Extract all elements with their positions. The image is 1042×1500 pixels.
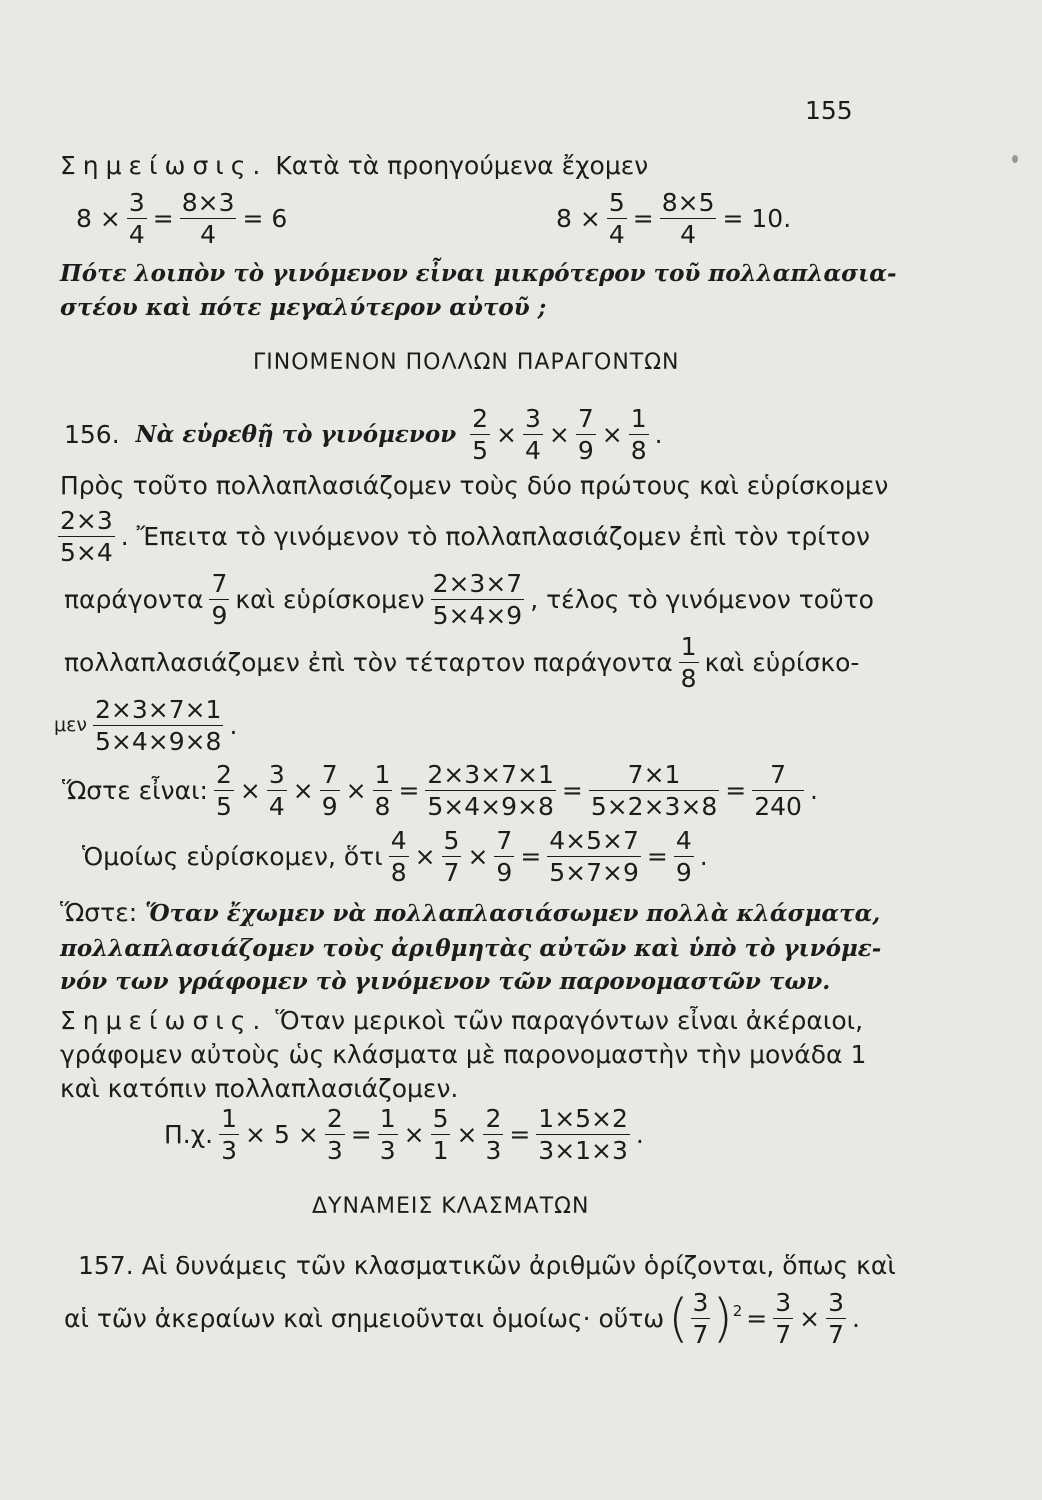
fraction: $\frac{8\times 3}{4}$ — [181, 188, 235, 249]
fraction: $\frac{2\times 3\times 7\times 1}{5\times 4\times 9\times 8}$ — [94, 695, 222, 756]
rule-line3: νόν των γράφομεν τὸ γινόμενον τῶν παρονομαστῶν των. — [60, 968, 831, 995]
fraction: $\frac{2}{5}$ — [472, 404, 489, 465]
note2-line3: καὶ κατόπιν πολλαπλασιάζομεν. — [60, 1074, 459, 1103]
fraction: $\frac{5}{1}$ — [432, 1104, 449, 1165]
explain-text: . Ἔπειτα τὸ γινόμενον τὸ πολλαπλασιάζομεν ἐπὶ τὸν τρίτον — [120, 522, 870, 551]
right-paren: ) — [712, 1288, 733, 1349]
fraction: $\frac{7}{240}$ — [754, 760, 802, 821]
fraction: $\frac{8\times 5}{4}$ — [661, 188, 715, 249]
fraction: $\frac{3}{4}$ — [524, 404, 541, 465]
fraction: $\frac{1}{8}$ — [630, 404, 647, 465]
fraction: $\frac{3}{7}$ — [692, 1288, 709, 1349]
note1-line — [60, 153, 648, 178]
times-sign: × — [414, 842, 436, 871]
eq-a-whole: 8 — [76, 204, 92, 233]
note2-text: Ὅταν μερικοὶ τῶν παραγόντων εἶναι ἀκέραιοι, — [275, 1006, 864, 1035]
times-sign: × — [297, 1120, 319, 1149]
fraction: $\frac{7}{9}$ — [211, 569, 228, 630]
left-paren: ( — [668, 1288, 689, 1349]
equals-sign: = — [561, 776, 583, 805]
equals-sign: = — [632, 204, 654, 233]
period: . — [635, 1120, 644, 1149]
fraction: $\frac{4}{9}$ — [675, 826, 692, 887]
fraction: $\frac{1\times 5\times 2}{3\times 1\times 3}$ — [538, 1104, 628, 1165]
equals-sign: = — [646, 842, 668, 871]
problem-157-text: αἱ τῶν ἀκεραίων καὶ σημειοῦνται ὁμοίως· οὕτω — [64, 1304, 665, 1333]
explain-text: , τέλος τὸ γινόμενον τοῦτο — [530, 585, 874, 614]
times-sign: × — [496, 420, 517, 449]
note1-text: Κατὰ τὰ προηγούμενα ἔχομεν — [275, 151, 649, 180]
problem-text: Νὰ εὑρεθῇ τὸ γινόμενον — [135, 421, 457, 448]
fraction: $\frac{3}{7}$ — [775, 1288, 792, 1349]
period: . — [229, 711, 238, 740]
times-sign: × — [548, 420, 570, 449]
fraction: $\frac{2}{5}$ — [215, 760, 232, 821]
problem-157-line1: 157. Αἱ δυνάμεις τῶν κλασματικῶν ἀριθμῶν ὁρίζονται, ὅπως καὶ — [78, 1251, 896, 1280]
times-sign: × — [579, 204, 601, 233]
problem-157-line2 — [60, 1290, 864, 1347]
question-line1: Πότε λοιπὸν τὸ γινόμενον εἶναι μικρότερον τοῦ πολλαπλασια- — [60, 260, 897, 287]
equals-sign: = — [152, 204, 174, 233]
fraction: $\frac{2}{3}$ — [485, 1104, 502, 1165]
note2-label: Σημείωσις. — [60, 1006, 268, 1035]
fraction: $\frac{2\times 3\times 7\times 1}{5\times 4\times 9\times 8}$ — [427, 760, 554, 821]
equals-sign: = — [520, 842, 542, 871]
fraction: $\frac{3}{4}$ — [128, 188, 145, 249]
times-sign: × — [245, 1120, 266, 1149]
note1-label: Σημείωσις. — [60, 151, 268, 180]
section-heading-products: ΓΙΝΟΜΕΝΟΝ ΠΟΛΛΩΝ ΠΑΡΑΓΟΝΤΩΝ — [253, 350, 680, 375]
equals-sign: = — [398, 776, 420, 805]
explain-line4 — [60, 634, 863, 691]
times-sign: × — [601, 420, 623, 449]
equals-sign: = — [509, 1120, 531, 1149]
times-sign: × — [99, 204, 121, 233]
eq-b-result: = 10. — [722, 204, 792, 233]
problem-156 — [60, 406, 667, 463]
period: . — [809, 776, 818, 805]
times-sign: × — [799, 1304, 821, 1333]
fraction: $\frac{5}{4}$ — [608, 188, 625, 249]
period: . — [654, 420, 663, 449]
example-equation — [160, 1106, 648, 1163]
fraction: $\frac{7}{9}$ — [577, 404, 594, 465]
note1-equation-a — [72, 190, 291, 247]
equals-sign: = — [746, 1304, 768, 1333]
fraction: $\frac{2}{3}$ — [326, 1104, 343, 1165]
fraction: $\frac{7\times 1}{5\times 2\times 3\times 8}$ — [590, 760, 718, 821]
explain-text: παράγοντα — [64, 585, 204, 614]
result-label: Ὥστε εἶναι: — [62, 776, 208, 805]
rule-line2: πολλαπλασιάζομεν τοὺς ἀριθμητὰς αὐτῶν καὶ ὑπὸ τὸ γινόμε- — [60, 935, 882, 962]
explain-line1: Πρὸς τοῦτο πολλαπλασιάζομεν τοὺς δύο πρώτους καὶ εὑρίσκομεν — [60, 471, 889, 500]
explain-text: πολλαπλασιάζομεν ἐπὶ τὸν τέταρτον παράγοντα — [64, 648, 673, 677]
times-sign: × — [456, 1120, 478, 1149]
fraction: $\frac{4\times 5\times 7}{5\times 7\times 9}$ — [549, 826, 639, 887]
page-speck — [1012, 155, 1018, 163]
rule-text: Ὅταν ἔχωμεν νὰ πολλαπλασιάσωμεν πολλὰ κλάσματα, — [145, 900, 881, 927]
equals-sign: = — [350, 1120, 372, 1149]
fraction: $\frac{7}{9}$ — [496, 826, 513, 887]
rule-line1 — [60, 900, 880, 925]
fraction: $\frac{1}{8}$ — [680, 632, 697, 693]
note2-line2: γράφομεν αὐτοὺς ὡς κλάσματα μὲ παρονομαστὴν τὴν μονάδα 1 — [60, 1040, 867, 1069]
equals-sign: = — [725, 776, 747, 805]
fraction: $\frac{7}{9}$ — [321, 760, 338, 821]
example-label: Π.χ. — [164, 1120, 214, 1149]
problem-number: 156. — [64, 420, 120, 449]
explain-text: καὶ εὑρίσκομεν — [235, 585, 425, 614]
fraction: $\frac{3}{7}$ — [828, 1288, 844, 1349]
explain-line3 — [60, 571, 878, 628]
explain-text: καὶ εὑρίσκο- — [704, 648, 860, 677]
note2-line1 — [60, 1008, 863, 1033]
period: . — [699, 842, 708, 871]
fraction: $\frac{4}{8}$ — [390, 826, 407, 887]
section-heading-powers: ΔΥΝΑΜΕΙΣ ΚΛΑΣΜΑΤΩΝ — [312, 1194, 590, 1219]
result-equation-2 — [78, 828, 712, 885]
explain-line2 — [56, 508, 874, 565]
explain-line5 — [50, 697, 241, 754]
times-sign: × — [292, 776, 314, 805]
period: . — [852, 1304, 860, 1333]
eq-b-whole: 8 — [556, 204, 572, 233]
rule-prefix: Ὥστε: — [60, 898, 138, 927]
fraction: $\frac{1}{3}$ — [221, 1104, 238, 1165]
fraction: $\frac{3}{4}$ — [268, 760, 285, 821]
note1-equation-b — [552, 190, 795, 247]
result-label: Ὁμοίως εὑρίσκομεν, ὅτι — [82, 842, 383, 871]
whole-number: 5 — [274, 1120, 290, 1149]
fraction: $\frac{2\times 3\times 7}{5\times 4\times 9}$ — [432, 569, 523, 630]
page-number: 155 — [805, 96, 853, 125]
eq-a-result: = 6 — [242, 204, 288, 233]
fraction: $\frac{5}{7}$ — [443, 826, 460, 887]
fraction: $\frac{1}{3}$ — [379, 1104, 396, 1165]
result-equation-1 — [58, 762, 822, 819]
exponent: 2 — [732, 1302, 743, 1321]
question-line2: στέου καὶ πότε μεγαλύτερον αὐτοῦ ; — [60, 294, 547, 321]
times-sign: × — [467, 842, 489, 871]
fraction: $\frac{2\times 3}{5\times 4}$ — [60, 506, 113, 567]
times-sign: × — [239, 776, 261, 805]
fraction: $\frac{1}{8}$ — [374, 760, 391, 821]
explain-text: μεν — [54, 714, 87, 736]
times-sign: × — [345, 776, 367, 805]
times-sign: × — [403, 1120, 425, 1149]
